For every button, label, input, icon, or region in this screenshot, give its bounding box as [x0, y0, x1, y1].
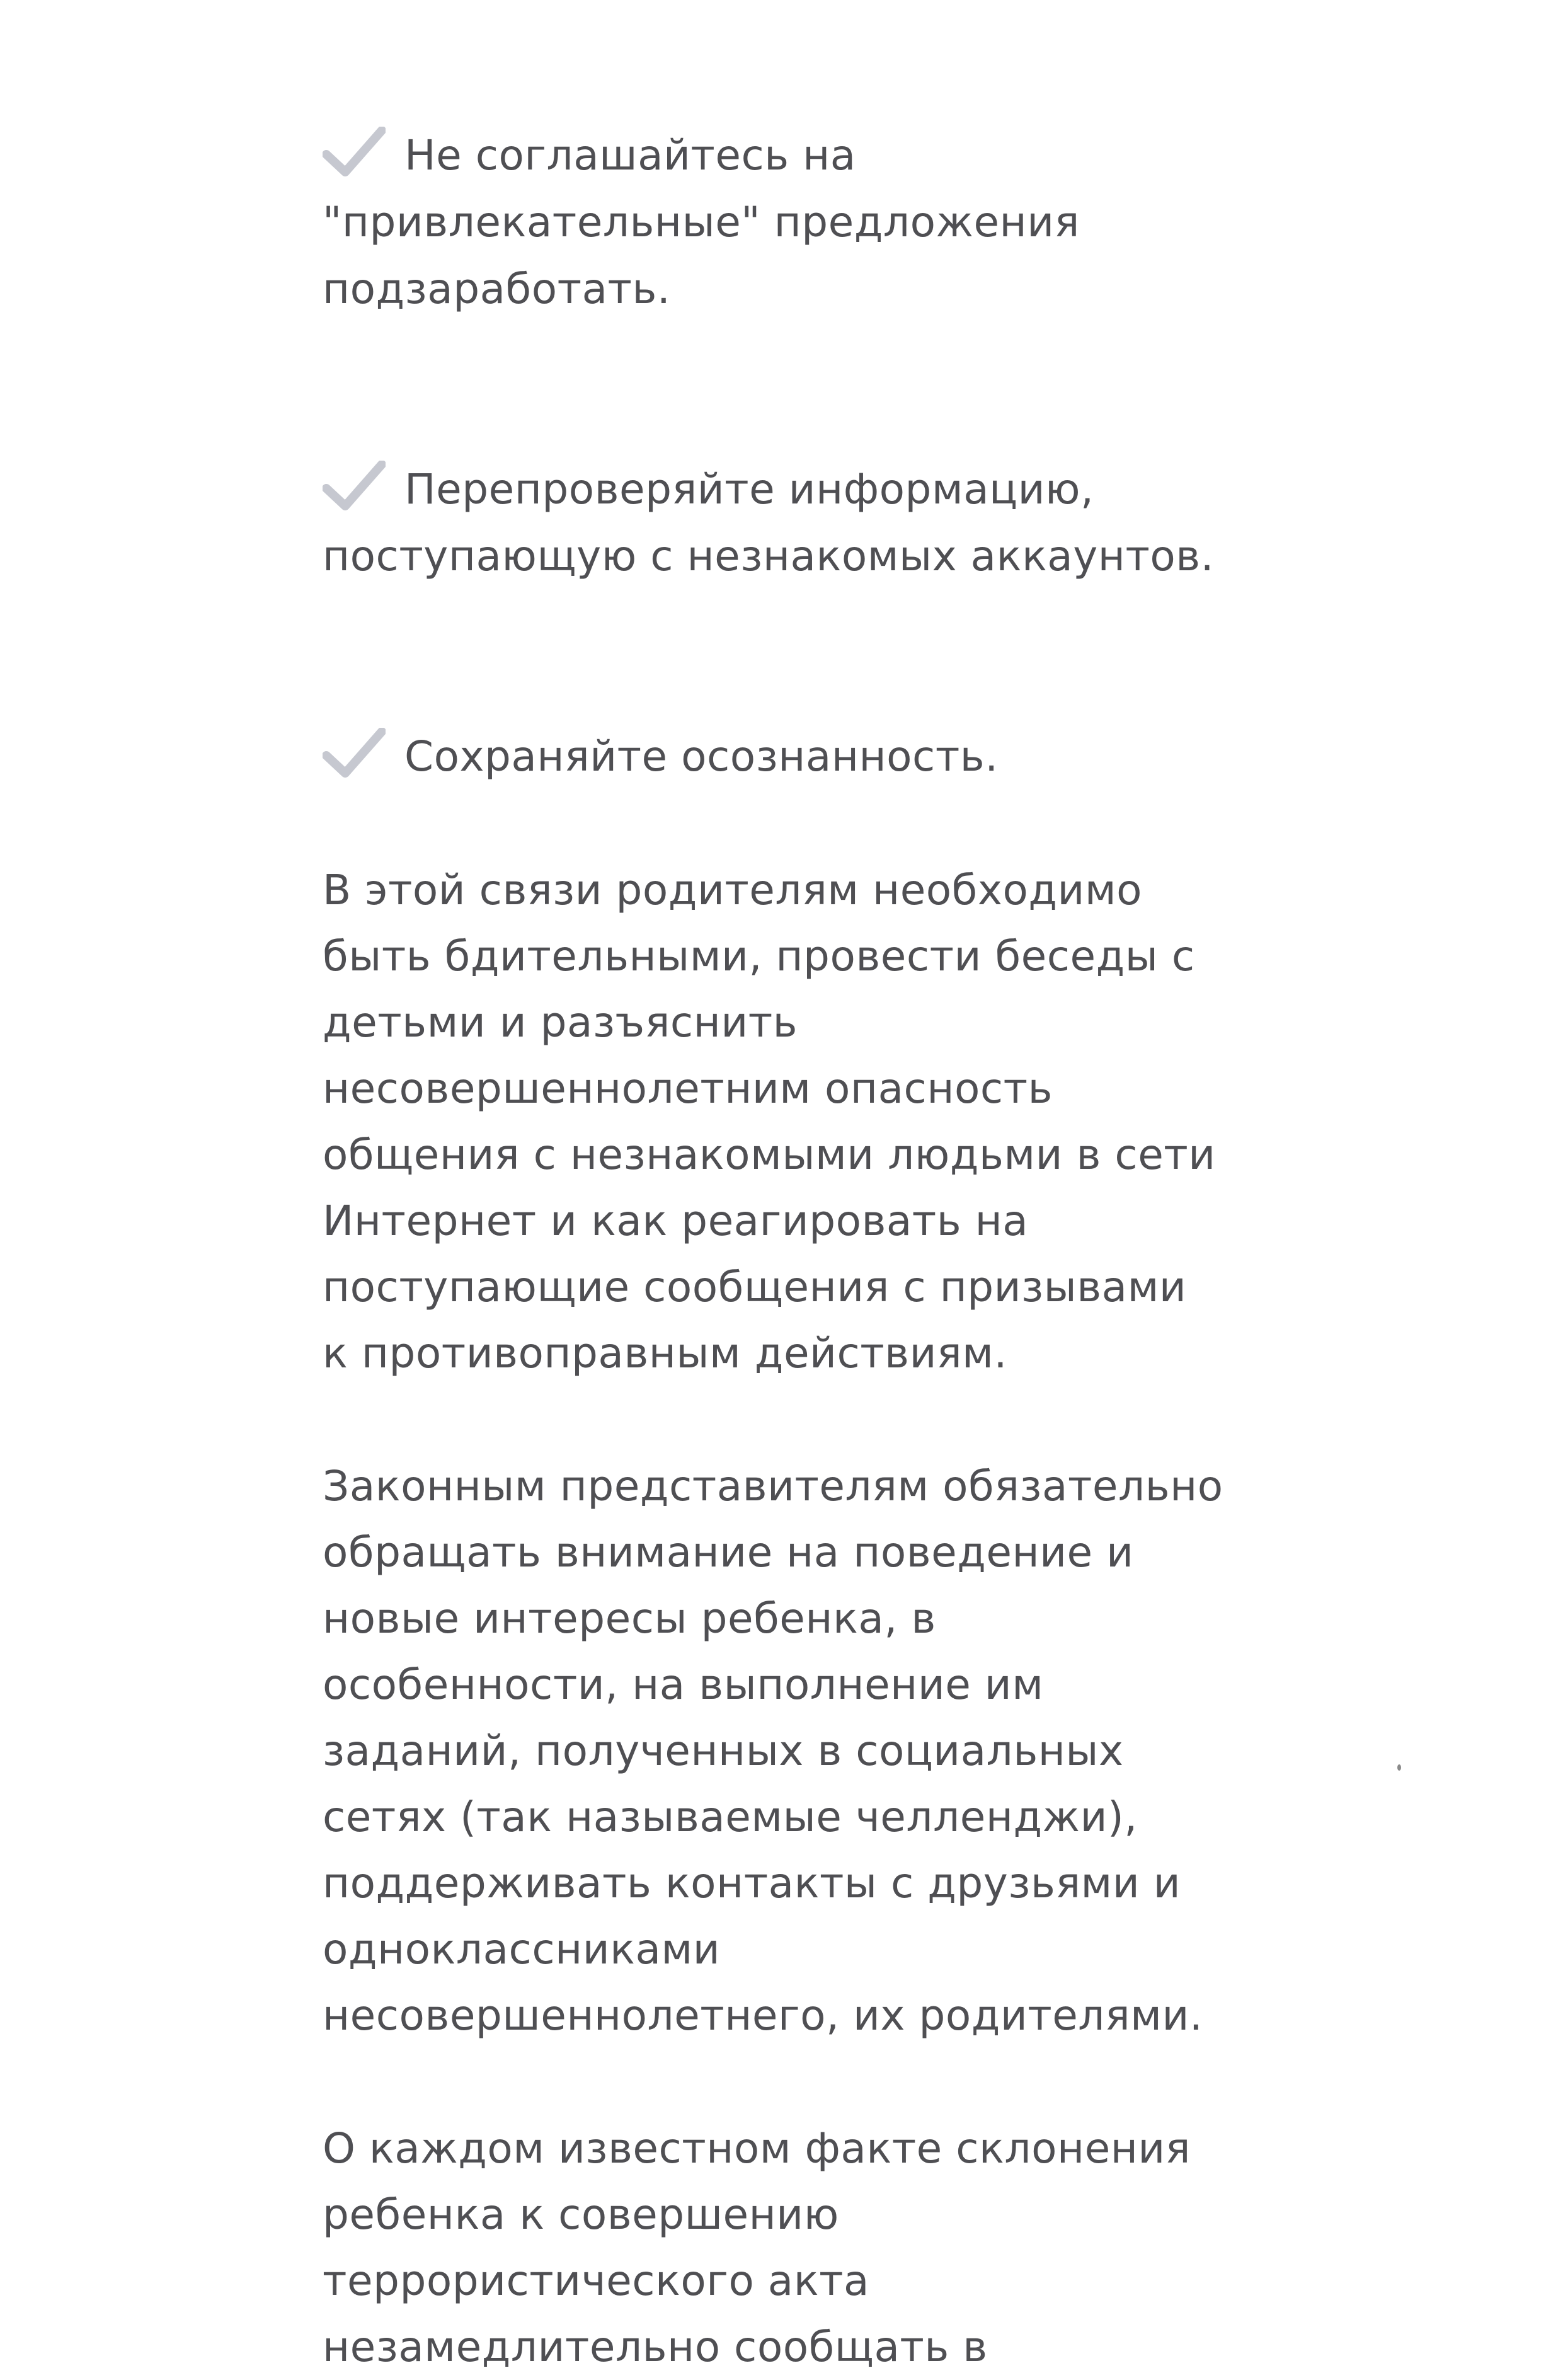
- paragraph-legal-representatives: Законным представителям обязательно обращать внимание на поведение и новые интересы ребенка, в особенности, на выполнение им заданий, полученных в социальных сетях (так называемые челленджи), поддерживать контакты с друзьями и одноклассниками несовершеннолетнего, их родителями.: [323, 1462, 1223, 2040]
- check-icon: [323, 127, 386, 177]
- checklist-item-1: [323, 55, 1343, 323]
- checklist-item-text: Сохраняйте осознанность.: [404, 732, 999, 781]
- paragraph-report-facts: О каждом известном факте склонения ребенка к совершению террористического акта незамедлительно сообщать в: [323, 2124, 1191, 2371]
- checklist-item-2: [323, 389, 1343, 590]
- checklist-item-text: Перепроверяйте информацию, поступающую с незнакомых аккаунтов.: [323, 465, 1215, 580]
- checklist-item-3: [323, 657, 1343, 790]
- paragraph-parents-vigilance: В этой связи родителям необходимо быть бдительными, провести беседы с детьми и разъяснить несовершеннолетним опасность общения с незнакомыми людьми в сети Интернет и как реагировать на поступающие сообщения с призывами к противоправным действиям.: [323, 866, 1216, 1377]
- check-icon: [323, 461, 386, 511]
- check-icon: [323, 728, 386, 778]
- document-body: [323, 55, 1343, 2380]
- checklist-item-text: Не соглашайтесь на "привлекательные" предложения подзаработать.: [323, 131, 1080, 313]
- scan-speck: [1397, 1764, 1401, 1771]
